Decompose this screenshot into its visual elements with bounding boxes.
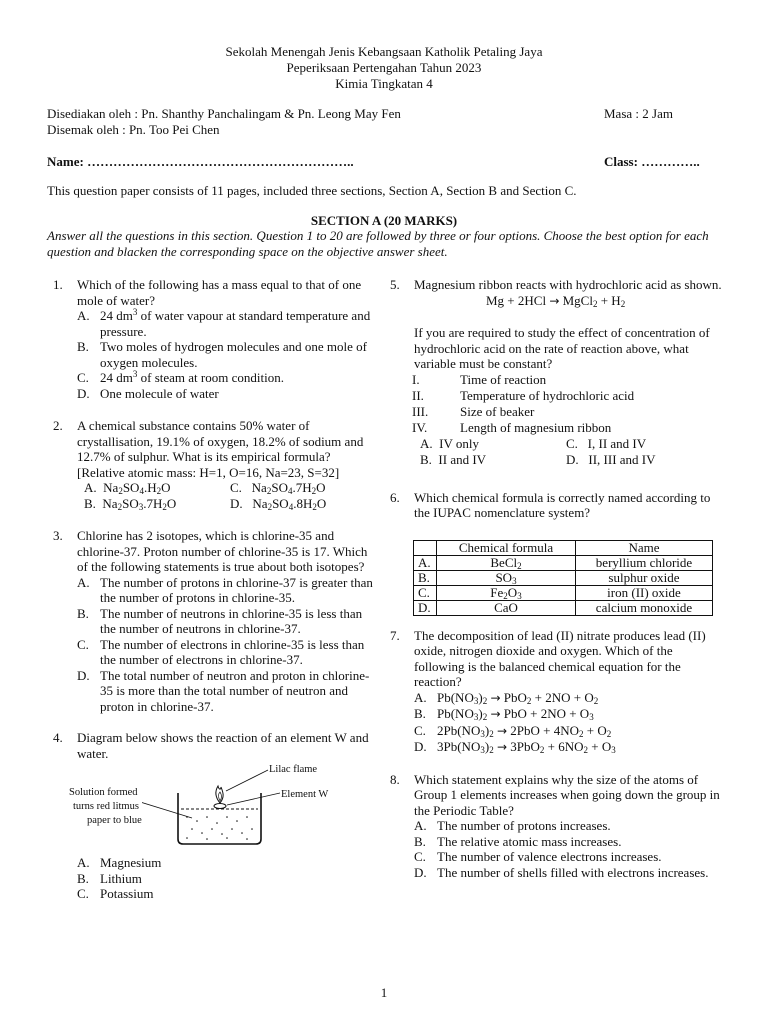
question-number: 5. <box>390 277 400 292</box>
table-row: D. CaO calcium monoxide <box>414 600 713 615</box>
option-label: C. <box>77 636 89 652</box>
table-row: A. BeCl$_2$ beryllium chloride <box>414 555 713 570</box>
statement-iv: IV. Length of magnesium ribbon <box>412 419 612 435</box>
option-label: A. <box>77 308 90 323</box>
option-d <box>77 668 377 715</box>
question-8 <box>384 772 724 881</box>
option-label: B. <box>77 339 89 354</box>
table-header-row <box>414 540 713 555</box>
table-row: B. $SO_3$ sulphur oxide <box>414 570 713 585</box>
option-b <box>77 339 377 370</box>
option-text: Magnesium <box>100 855 162 870</box>
option-label: D. <box>77 385 90 401</box>
pointer-flame <box>226 770 268 791</box>
option-c <box>77 637 377 668</box>
option-a: A. IV only <box>420 435 479 451</box>
option-text: The number of protons in chlorine-37 is greater than the number of protons in chlorine-35. <box>100 574 373 605</box>
option-text: The relative atomic mass increases. <box>437 833 622 849</box>
options-row-1 <box>420 436 724 452</box>
question-number: 8. <box>390 771 400 787</box>
question-number: 2. <box>53 418 63 433</box>
option-c <box>414 849 724 865</box>
option-b <box>77 606 377 637</box>
question-text: Which statement explains why the size of the atoms of Group 1 elements increases when going down the group in the Periodic Table? <box>414 771 720 818</box>
option-b: B. $Pb(NO_3)_2$ → PbO + $2NO + O_3$ <box>414 706 594 722</box>
option-text: The number of neutrons in chlorine-35 is less than the number of neutrons in chlorine-37. <box>100 605 363 636</box>
statement-iii: III. Size of beaker <box>412 403 535 419</box>
option-label: B. <box>77 605 89 621</box>
question-number: 6. <box>390 489 400 505</box>
question-text-2: If you are required to study the effect of concentration of hydrochloric acid on the rate of reaction above, what variable must be constant? <box>414 325 710 371</box>
options-row-2 <box>84 496 377 512</box>
pointer-element <box>227 793 280 805</box>
paper-info: This question paper consists of 11 pages, included three sections, Section A, Section B and Section C. <box>47 183 577 198</box>
column-header: Chemical formula <box>437 540 576 555</box>
question-text: Magnesium ribbon reacts with hydrochloric acid as shown. <box>414 277 722 292</box>
question-text: Which of the following has a mass equal to that of one mole of water? <box>77 277 362 308</box>
option-text: One molecule of water <box>100 385 219 401</box>
question-text: The decomposition of lead (II) nitrate produces lead (II) oxide, nitrogen dioxide and oxygen. Which of the following is the balanced chemical equation for the reaction? <box>414 627 706 689</box>
water-dots <box>186 816 253 840</box>
option-c: C. $2Pb(NO_3)_2 \to 2PbO + 4NO_2 + O_2$ <box>414 722 612 739</box>
question-text: Which chemical formula is correctly named according to the IUPAC nomenclature system? <box>414 489 711 520</box>
question-2 <box>47 418 377 512</box>
option-label: A. <box>77 855 90 870</box>
question-6 <box>384 490 724 616</box>
question-7 <box>384 628 724 756</box>
school-name: Sekolah Menengah Jenis Kebangsaan Katholik Petaling Jaya <box>225 44 543 59</box>
table-row: C. $Fe_2O_3$ iron (II) oxide <box>414 585 713 600</box>
option-a: A. $Pb(NO_3)_2 \to PbO_2 + 2NO + O_2$ <box>414 689 599 706</box>
option-c: C. $Na_2SO_4.7H_2O$ <box>230 480 326 496</box>
section-title: SECTION A (20 MARKS) <box>310 213 458 228</box>
option-text: The number of shells filled with electrons increases. <box>437 864 709 880</box>
duration: Masa : 2 Jam <box>604 106 673 121</box>
option-label: A. <box>414 818 427 833</box>
option-a <box>77 308 377 339</box>
option-text: The total number of neutron and proton in chlorine-35 is more than the total number of neutron and proton in chlorine-37. <box>100 667 370 714</box>
question-text: Chlorine has 2 isotopes, which is chlorine-35 and chlorine-37. Proton number of chlorine-35 is 17. Which of the following statements is true about both isotopes? <box>77 528 368 574</box>
question-number: 1. <box>53 277 63 292</box>
option-d: D. $3Pb(NO_3)_2 \to 3PbO_2 + 6NO_2 + O_3$ <box>414 739 616 755</box>
option-a <box>77 575 377 606</box>
question-1 <box>47 277 377 401</box>
right-column <box>384 277 724 880</box>
iupac-table <box>413 540 713 616</box>
label-solution-1: Solution formed <box>69 787 138 798</box>
options-row-2 <box>420 452 724 468</box>
page-number: 1 <box>380 985 388 1000</box>
option-a: A. $Na_2SO_4.H_2O$ <box>84 480 171 496</box>
option-a <box>77 855 377 871</box>
option-label: C. <box>77 370 89 385</box>
option-text: The number of electrons in chlorine-35 is less than the number of electrons in chlorine-37. <box>100 636 365 667</box>
column-header: Name <box>576 540 713 555</box>
option-label: B. <box>414 833 426 849</box>
checked-by: Disemak oleh : Pn. Too Pei Chen <box>47 122 220 137</box>
question-text: A chemical substance contains 50% water of crystallisation, 19.1% of oxygen, 18.2% of sodium and 12.7% of sulphur. What is its empirical formula? [Relative atomic mass: H=1, O=16, Na=23, S=32] <box>77 418 364 480</box>
option-text: The number of protons increases. <box>437 818 611 833</box>
option-text: Potassium <box>100 886 154 901</box>
element-w-piece <box>214 804 226 809</box>
statement-ii: II. Temperature of hydrochloric acid <box>412 387 635 403</box>
class-field: Class: ………….. <box>604 154 700 169</box>
option-label: A. <box>77 574 90 590</box>
option-label: C. <box>77 886 89 901</box>
option-label: D. <box>414 864 427 880</box>
left-column <box>47 277 377 902</box>
option-text: The number of valence electrons increases. <box>437 849 662 864</box>
name-field: Name: …………………………………………………….. <box>47 154 354 169</box>
option-text: Lithium <box>100 870 142 886</box>
statement-i: I. Time of reaction <box>412 371 547 387</box>
option-b: B. $Na_2SO_3.7H_2O$ <box>84 496 177 512</box>
label-solution-3: paper to blue <box>87 815 142 826</box>
option-d <box>77 386 377 402</box>
question-number: 7. <box>390 627 400 643</box>
option-label: B. <box>77 870 89 886</box>
option-c: C. I, II and IV <box>566 435 647 451</box>
question-4 <box>47 730 377 902</box>
option-b: B. II and IV <box>420 451 487 467</box>
reaction-diagram <box>47 761 377 855</box>
question-number: 3. <box>53 528 63 543</box>
option-text: 24 $dm^3$ of water vapour at standard temperature and pressure. <box>100 307 371 339</box>
option-c <box>77 370 377 386</box>
question-5 <box>384 277 724 468</box>
option-d: D. $Na_2SO_4.8H_2O$ <box>230 496 327 512</box>
option-a <box>414 818 724 834</box>
question-number: 4. <box>53 730 63 745</box>
exam-title: Peperiksaan Pertengahan Tahun 2023 <box>286 60 482 75</box>
question-3 <box>47 528 377 714</box>
equation: Mg + 2HCl → MgCl$_2$ + $H_2$ <box>486 292 626 309</box>
option-d <box>414 865 724 881</box>
label-element-w: Element W <box>281 789 329 800</box>
option-d: D. II, III and IV <box>566 451 656 467</box>
option-text: Two moles of hydrogen molecules and one mole of oxygen molecules. <box>100 339 367 370</box>
option-b <box>77 871 377 887</box>
beaker-illustration <box>142 761 292 851</box>
option-c <box>77 886 377 902</box>
label-lilac-flame: Lilac flame <box>269 764 318 775</box>
prepared-by: Disediakan oleh : Pn. Shanthy Panchalingam & Pn. Leong May Fen <box>47 106 401 121</box>
option-text: 24 $dm^3$ of steam at room condition. <box>100 369 284 385</box>
section-instructions: Answer all the questions in this section. Question 1 to 20 are followed by three or four options. Choose the best option for each question and blacken the corresponding space on the objective answer sheet. <box>47 228 709 259</box>
option-b <box>414 834 724 850</box>
question-text: Diagram below shows the reaction of an element W and water. <box>77 730 369 761</box>
options-row-1 <box>84 480 377 496</box>
subject-title: Kimia Tingkatan 4 <box>335 76 433 91</box>
option-label: D. <box>77 667 90 683</box>
label-solution-2: turns red litmus <box>73 801 139 812</box>
option-label: C. <box>414 849 426 864</box>
pointer-solution <box>142 797 192 818</box>
